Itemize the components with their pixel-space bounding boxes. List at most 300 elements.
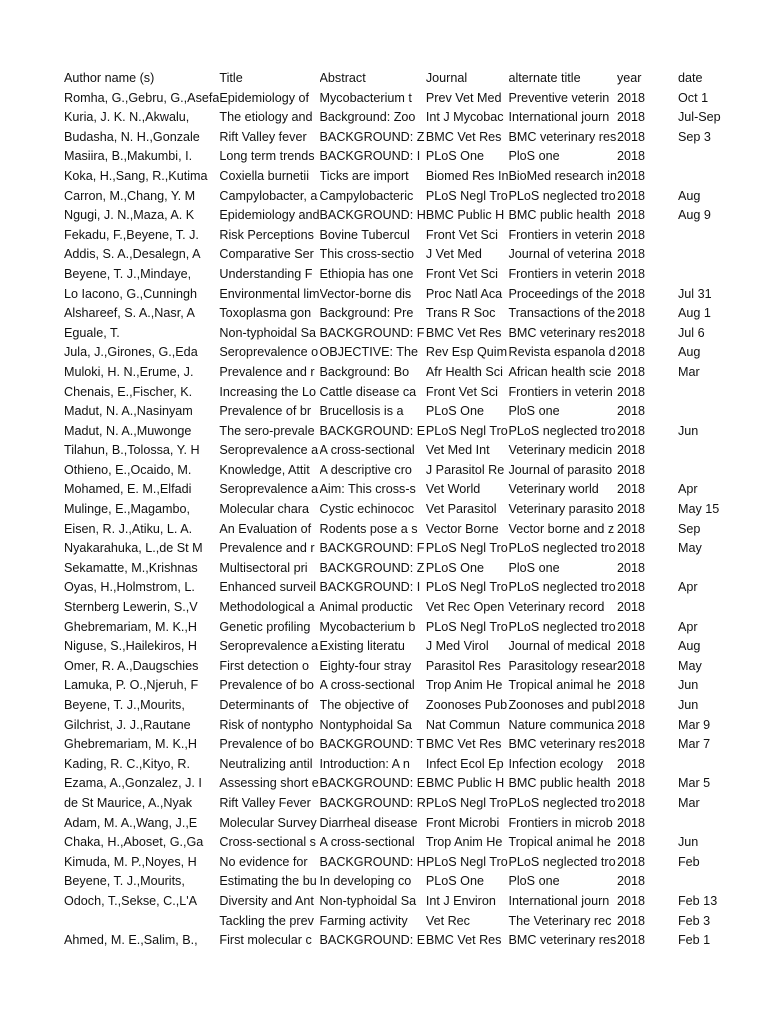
cell-author[interactable]: Romha, G.,Gebru, G.,Asefa [64,90,220,105]
cell-author[interactable]: Jula, J.,Girones, G.,Eda [64,345,198,360]
cell-author[interactable]: Niguse, S.,Hailekiros, H [64,639,197,654]
cell-title[interactable]: Seroprevalence a [219,443,319,458]
cell-author[interactable]: Masiira, B.,Makumbi, I. [64,149,193,164]
cell-alternate-title[interactable]: Veterinary world [508,482,599,497]
cell-author[interactable]: Ezama, A.,Gonzalez, J. I [64,776,202,791]
cell-date[interactable]: Jun [677,423,699,438]
cell-journal[interactable]: BMC Vet Res [425,129,502,144]
header-cell-date[interactable]: date [677,71,703,85]
cell-journal[interactable]: Zoonoses Pub [425,698,508,712]
cell-title[interactable]: Coxiella burnetii [219,168,309,183]
cell-date[interactable]: Mar 5 [677,776,711,791]
cell-title[interactable]: Understanding F [219,266,313,281]
cell-journal[interactable]: PLoS Negl Tro [425,541,508,556]
cell-author[interactable]: Lo Iacono, G.,Cunningh [64,286,198,301]
cell-author[interactable]: Lamuka, P. O.,Njeruh, F [64,678,199,693]
cell-abstract[interactable]: BACKGROUND: F [319,325,425,340]
cell-journal[interactable]: BMC Public H [425,208,505,223]
cell-date[interactable]: Sep [677,521,701,536]
cell-journal[interactable]: J Vet Med [425,247,482,262]
cell-author[interactable]: de St Maurice, A.,Nyak [64,795,193,810]
cell-journal[interactable]: BMC Vet Res [425,933,502,948]
cell-alternate-title[interactable]: The Veterinary rec [508,913,612,928]
cell-journal[interactable]: Trop Anim He [425,835,503,850]
cell-date[interactable]: Feb [677,854,700,869]
cell-date[interactable]: Jun [677,835,699,850]
cell-journal[interactable]: Vet Rec [425,913,470,928]
cell-alternate-title[interactable]: Infection ecology [508,756,603,771]
cell-title[interactable]: Methodological a [219,600,315,615]
cell-abstract[interactable]: Background: Bo [319,364,410,379]
cell-journal[interactable]: Front Vet Sci [425,384,498,399]
cell-title[interactable]: Determinants of [219,698,309,712]
cell-abstract[interactable]: Bovine Tubercul [319,227,410,242]
cell-title[interactable]: Epidemiology of [219,90,309,105]
cell-year[interactable]: 2018 [616,560,646,575]
cell-title[interactable]: Seroprevalence a [219,482,319,497]
cell-author[interactable]: Othieno, E.,Ocaido, M. [64,462,192,477]
cell-abstract[interactable]: This cross-sectio [319,247,414,262]
cell-year[interactable]: 2018 [616,795,646,810]
cell-year[interactable]: 2018 [616,208,646,223]
cell-journal[interactable]: PLoS One [425,149,484,164]
cell-author[interactable]: Eguale, T. [64,325,120,340]
cell-alternate-title[interactable]: Veterinary medicin [508,443,613,458]
cell-author[interactable]: Chaka, H.,Aboset, G.,Ga [64,835,204,850]
cell-title[interactable]: Molecular chara [219,502,309,517]
cell-alternate-title[interactable]: BMC veterinary res [508,129,617,144]
cell-year[interactable]: 2018 [616,384,646,399]
cell-author[interactable]: Sekamatte, M.,Krishnas [64,560,198,575]
cell-abstract[interactable]: The objective of [319,698,409,712]
cell-title[interactable]: Molecular Survey [219,815,317,830]
cell-abstract[interactable]: Cattle disease ca [319,384,417,399]
cell-year[interactable]: 2018 [616,149,646,164]
cell-title[interactable]: No evidence for [219,854,308,869]
cell-journal[interactable]: Rev Esp Quim [425,345,508,360]
cell-title[interactable]: Comparative Ser [219,247,314,262]
cell-alternate-title[interactable]: PloS one [508,874,560,889]
cell-author[interactable]: Odoch, T.,Sekse, C.,L'A [64,893,198,908]
cell-author[interactable]: Kuria, J. K. N.,Akwalu, [64,110,190,125]
cell-alternate-title[interactable]: Frontiers in veterin [508,266,613,281]
cell-title[interactable]: Tackling the prev [219,913,314,928]
cell-journal[interactable]: Biomed Res In [425,168,509,183]
cell-author[interactable] [64,912,219,932]
cell-abstract[interactable]: BACKGROUND: H [319,208,426,223]
cell-journal[interactable]: J Parasitol Re [425,462,505,477]
cell-alternate-title[interactable]: Journal of veterina [508,247,613,262]
cell-alternate-title[interactable]: PLoS neglected tro [508,541,616,556]
cell-journal[interactable]: Infect Ecol Ep [425,756,504,771]
cell-author[interactable]: Budasha, N. H.,Gonzale [64,129,200,144]
cell-year[interactable]: 2018 [616,893,646,908]
cell-year[interactable]: 2018 [616,345,646,360]
cell-abstract[interactable]: Ticks are import [319,168,409,183]
header-cell-author[interactable]: Author name (s) [64,71,155,85]
cell-author[interactable]: Beyene, T. J.,Mourits, [64,874,185,889]
cell-alternate-title[interactable]: Tropical animal he [508,835,611,850]
cell-date[interactable] [678,755,768,775]
cell-title[interactable]: Enhanced surveil [219,580,317,595]
cell-title[interactable]: Rift Valley Fever [219,795,311,810]
cell-abstract[interactable]: BACKGROUND: R [319,795,426,810]
cell-alternate-title[interactable]: PLoS neglected tro [508,795,616,810]
cell-title[interactable]: Prevalence of bo [219,678,314,693]
cell-abstract[interactable]: Eighty-four stray [319,658,412,673]
cell-author[interactable]: Nyakarahuka, L.,de St M [64,541,203,556]
cell-author[interactable]: Beyene, T. J.,Mindaye, [64,266,192,281]
cell-year[interactable]: 2018 [616,737,646,752]
cell-abstract[interactable]: A descriptive cro [319,462,412,477]
cell-alternate-title[interactable]: Parasitology resear [508,658,617,673]
cell-abstract[interactable]: BACKGROUND: Z [319,560,425,575]
cell-abstract[interactable]: BACKGROUND: E [319,933,426,948]
cell-abstract[interactable]: Campylobacteric [319,188,414,203]
cell-journal[interactable]: PLoS Negl Tro [425,188,508,203]
cell-abstract[interactable]: BACKGROUND: I [319,149,421,164]
cell-year[interactable]: 2018 [616,90,646,105]
cell-author[interactable]: Oyas, H.,Holmstrom, L. [64,580,195,595]
cell-year[interactable]: 2018 [616,462,646,477]
cell-date[interactable]: Aug 9 [677,208,711,223]
cell-abstract[interactable]: A cross-sectional [319,678,415,693]
cell-author[interactable]: Eisen, R. J.,Atiku, L. A. [64,521,193,536]
cell-date[interactable] [678,559,768,579]
cell-author[interactable]: Ghebremariam, M. K.,H [64,737,197,752]
cell-year[interactable]: 2018 [616,639,646,654]
cell-year[interactable]: 2018 [616,776,646,791]
cell-journal[interactable]: PLoS Negl Tro [425,854,508,869]
cell-journal[interactable]: PLoS Negl Tro [425,423,508,438]
cell-date[interactable] [678,265,768,285]
cell-year[interactable]: 2018 [616,188,646,203]
cell-year[interactable]: 2018 [616,698,646,712]
header-cell-alternate-title[interactable]: alternate title [508,71,581,85]
cell-abstract[interactable]: BACKGROUND: T [319,737,425,752]
cell-year[interactable]: 2018 [616,404,646,419]
cell-journal[interactable]: PLoS One [425,560,484,575]
cell-date[interactable]: Aug [677,188,701,203]
cell-title[interactable]: Prevalence of bo [219,737,314,752]
cell-journal[interactable]: Nat Commun [425,717,501,732]
cell-abstract[interactable]: A cross-sectional [319,443,415,458]
cell-alternate-title[interactable]: Zoonoses and publ [508,698,616,712]
cell-journal[interactable]: PLoS Negl Tro [425,580,508,595]
cell-alternate-title[interactable]: PLoS neglected tro [508,188,616,203]
cell-title[interactable]: Multisectoral pri [219,560,308,575]
cell-author[interactable]: Koka, H.,Sang, R.,Kutima [64,168,208,183]
cell-year[interactable]: 2018 [616,874,646,889]
cell-title[interactable]: Genetic profiling [219,619,311,634]
cell-abstract[interactable]: Mycobacterium b [319,619,416,634]
cell-journal[interactable]: Front Vet Sci [425,227,498,242]
cell-title[interactable]: Prevalence and r [219,364,315,379]
cell-title[interactable]: Risk of nontypho [219,717,314,732]
cell-journal[interactable]: Trans R Soc [425,306,496,321]
cell-year[interactable]: 2018 [616,325,646,340]
cell-author[interactable]: Kimuda, M. P.,Noyes, H [64,854,197,869]
cell-title[interactable]: First detection o [219,658,309,673]
cell-author[interactable]: Beyene, T. J.,Mourits, [64,698,185,712]
cell-date[interactable]: Feb 13 [677,893,718,908]
cell-date[interactable] [678,441,768,461]
cell-alternate-title[interactable]: BMC public health [508,776,611,791]
cell-abstract[interactable]: BACKGROUND: Z [319,129,425,144]
cell-abstract[interactable]: Mycobacterium t [319,90,412,105]
cell-title[interactable]: Knowledge, Attit [219,462,310,477]
cell-abstract[interactable]: BACKGROUND: E [319,423,426,438]
cell-title[interactable]: Neutralizing antil [219,756,313,771]
cell-date[interactable]: Aug 1 [677,306,711,321]
cell-alternate-title[interactable]: Frontiers in veterin [508,384,613,399]
cell-year[interactable]: 2018 [616,306,646,321]
cell-abstract[interactable]: Ethiopia has one [319,266,414,281]
cell-alternate-title[interactable]: International journ [508,893,610,908]
cell-journal[interactable]: PLoS One [425,874,484,889]
cell-abstract[interactable]: Diarrheal disease [319,815,418,830]
cell-date[interactable]: Mar 7 [677,737,711,752]
cell-date[interactable]: Jun [677,698,699,712]
cell-date[interactable]: Mar [677,795,700,810]
cell-date[interactable] [678,167,768,187]
cell-alternate-title[interactable]: PLoS neglected tro [508,854,616,869]
cell-alternate-title[interactable]: PloS one [508,149,560,164]
cell-journal[interactable]: Front Vet Sci [425,266,498,281]
cell-title[interactable]: Seroprevalence a [219,639,319,654]
cell-year[interactable]: 2018 [616,756,646,771]
cell-journal[interactable]: Vector Borne [425,521,499,536]
cell-author[interactable]: Carron, M.,Chang, Y. M [64,188,196,203]
cell-alternate-title[interactable]: Revista espanola d [508,345,616,360]
cell-author[interactable]: Omer, R. A.,Daugschies [64,658,199,673]
cell-journal[interactable]: Int J Environ [425,893,496,908]
cell-title[interactable]: The etiology and [219,110,313,125]
cell-author[interactable]: Ngugi, J. N.,Maza, A. K [64,208,195,223]
cell-abstract[interactable]: Brucellosis is a [319,404,404,419]
cell-title[interactable]: Increasing the Lo [219,384,317,399]
cell-title[interactable]: Environmental lim [219,286,320,301]
cell-title[interactable]: Estimating the bu [219,874,317,889]
cell-title[interactable]: Diversity and Ant [219,893,314,908]
cell-date[interactable]: May 15 [677,502,720,517]
cell-author[interactable]: Madut, N. A.,Muwonge [64,423,192,438]
cell-title[interactable]: Epidemiology and [219,208,320,223]
cell-author[interactable]: Gilchrist, J. J.,Rautane [64,717,191,732]
cell-alternate-title[interactable]: PloS one [508,560,560,575]
cell-date[interactable]: Jul 6 [677,325,705,340]
cell-date[interactable] [678,814,768,834]
cell-title[interactable]: First molecular c [219,933,312,948]
cell-author[interactable]: Ghebremariam, M. K.,H [64,619,197,634]
cell-alternate-title[interactable]: PloS one [508,404,560,419]
cell-year[interactable]: 2018 [616,247,646,262]
cell-year[interactable]: 2018 [616,423,646,438]
cell-author[interactable]: Tilahun, B.,Tolossa, Y. H [64,443,200,458]
cell-abstract[interactable]: Vector-borne dis [319,286,412,301]
cell-author[interactable]: Alshareef, S. A.,Nasr, A [64,306,195,321]
cell-alternate-title[interactable]: PLoS neglected tro [508,423,616,438]
cell-abstract[interactable]: Non-typhoidal Sa [319,893,417,908]
cell-alternate-title[interactable]: Journal of parasito [508,462,613,477]
cell-abstract[interactable]: Existing literatu [319,639,405,654]
cell-author[interactable]: Chenais, E.,Fischer, K. [64,384,193,399]
cell-abstract[interactable]: Nontyphoidal Sa [319,717,412,732]
cell-journal[interactable]: Vet Med Int [425,443,490,458]
cell-year[interactable]: 2018 [616,110,646,125]
cell-alternate-title[interactable]: Nature communica [508,717,615,732]
cell-alternate-title[interactable]: Transactions of the [508,306,616,321]
cell-journal[interactable]: PLoS Negl Tro [425,795,508,810]
cell-date[interactable] [678,402,768,422]
cell-date[interactable]: Apr [677,482,698,497]
cell-year[interactable]: 2018 [616,227,646,242]
cell-title[interactable]: Rift Valley fever [219,129,307,144]
cell-alternate-title[interactable]: Frontiers in microb [508,815,613,830]
cell-journal[interactable]: PLoS One [425,404,484,419]
cell-title[interactable]: Risk Perceptions [219,227,314,242]
cell-author[interactable]: Muloki, H. N.,Erume, J. [64,364,194,379]
cell-date[interactable]: Mar 9 [677,717,711,732]
cell-year[interactable]: 2018 [616,541,646,556]
cell-author[interactable]: Mohamed, E. M.,Elfadi [64,482,192,497]
cell-author[interactable]: Adam, M. A.,Wang, J.,E [64,815,198,830]
cell-journal[interactable]: Proc Natl Aca [425,286,503,301]
cell-date[interactable]: Oct 1 [677,90,709,105]
cell-alternate-title[interactable]: BioMed research in [508,168,617,183]
cell-date[interactable] [678,598,768,618]
cell-title[interactable]: The sero-prevale [219,423,315,438]
cell-date[interactable]: Sep 3 [677,129,711,144]
cell-year[interactable]: 2018 [616,443,646,458]
cell-alternate-title[interactable]: Veterinary parasito [508,502,614,517]
cell-date[interactable]: Feb 3 [677,913,711,928]
cell-author[interactable]: Fekadu, F.,Beyene, T. J. [64,227,199,242]
cell-abstract[interactable]: Animal productic [319,600,413,615]
header-cell-title[interactable]: Title [219,71,243,85]
cell-year[interactable]: 2018 [616,600,646,615]
cell-author[interactable]: Ahmed, M. E.,Salim, B., [64,933,198,948]
cell-title[interactable]: An Evaluation of [219,521,312,536]
cell-abstract[interactable]: Background: Pre [319,306,414,321]
cell-year[interactable]: 2018 [616,580,646,595]
cell-date[interactable]: Jul-Sep [677,110,721,125]
cell-journal[interactable]: Afr Health Sci [425,364,503,379]
cell-alternate-title[interactable]: Journal of medical [508,639,611,654]
cell-alternate-title[interactable]: Tropical animal he [508,678,611,693]
cell-title[interactable]: Assessing short e [219,776,319,791]
cell-date[interactable] [678,872,768,892]
header-cell-journal[interactable]: Journal [425,71,468,85]
cell-year[interactable]: 2018 [616,482,646,497]
cell-date[interactable]: May [677,541,702,556]
cell-author[interactable]: Kading, R. C.,Kityo, R. [64,756,190,771]
cell-journal[interactable]: Trop Anim He [425,678,503,693]
cell-year[interactable]: 2018 [616,286,646,301]
cell-year[interactable]: 2018 [616,815,646,830]
cell-date[interactable]: Apr [677,580,698,595]
cell-date[interactable]: Aug [677,345,701,360]
cell-abstract[interactable]: Rodents pose a s [319,521,418,536]
cell-year[interactable]: 2018 [616,658,646,673]
cell-date[interactable] [678,383,768,403]
cell-title[interactable]: Toxoplasma gon [219,306,312,321]
cell-journal[interactable]: PLoS Negl Tro [425,619,508,634]
cell-date[interactable]: Mar [677,364,700,379]
cell-title[interactable]: Long term trends [219,149,315,164]
cell-year[interactable]: 2018 [616,129,646,144]
cell-alternate-title[interactable]: BMC veterinary res [508,933,617,948]
cell-abstract[interactable]: OBJECTIVE: The [319,345,418,360]
cell-author[interactable]: Sternberg Lewerin, S.,V [64,600,198,615]
cell-year[interactable]: 2018 [616,678,646,693]
cell-year[interactable]: 2018 [616,835,646,850]
cell-date[interactable]: Feb 1 [677,933,711,948]
cell-author[interactable]: Addis, S. A.,Desalegn, A [64,247,201,262]
cell-date[interactable]: May [677,658,702,673]
cell-date[interactable]: Apr [677,619,698,634]
cell-abstract[interactable]: Introduction: A n [319,756,410,771]
cell-title[interactable]: Prevalence and r [219,541,315,556]
cell-journal[interactable]: Vet Parasitol [425,502,497,517]
cell-title[interactable]: Campylobacter, a [219,188,318,203]
cell-alternate-title[interactable]: BMC public health [508,208,611,223]
cell-abstract[interactable]: Background: Zoo [319,110,416,125]
cell-date[interactable]: Jun [677,678,699,693]
cell-alternate-title[interactable]: African health scie [508,364,612,379]
cell-year[interactable]: 2018 [616,854,646,869]
cell-journal[interactable]: Vet World [425,482,481,497]
cell-journal[interactable]: BMC Vet Res [425,737,502,752]
cell-alternate-title[interactable]: PLoS neglected tro [508,619,616,634]
cell-title[interactable]: Seroprevalence o [219,345,319,360]
cell-year[interactable]: 2018 [616,717,646,732]
cell-alternate-title[interactable]: PLoS neglected tro [508,580,616,595]
cell-date[interactable]: Jul 31 [677,286,712,301]
cell-year[interactable]: 2018 [616,521,646,536]
cell-date[interactable]: Aug [677,639,701,654]
cell-journal[interactable]: Parasitol Res [425,658,501,673]
cell-abstract[interactable]: BACKGROUND: F [319,541,425,556]
cell-year[interactable]: 2018 [616,502,646,517]
header-cell-year[interactable]: year [616,71,642,85]
cell-abstract[interactable]: Aim: This cross-s [319,482,416,497]
cell-year[interactable]: 2018 [616,619,646,634]
cell-abstract[interactable]: Cystic echinococ [319,502,415,517]
cell-author[interactable]: Mulinge, E.,Magambo, [64,502,190,517]
cell-year[interactable]: 2018 [616,913,646,928]
cell-date[interactable] [678,226,768,246]
cell-year[interactable]: 2018 [616,933,646,948]
cell-alternate-title[interactable]: Proceedings of the [508,286,614,301]
cell-abstract[interactable]: Farming activity [319,913,408,928]
cell-year[interactable]: 2018 [616,266,646,281]
cell-journal[interactable]: Vet Rec Open [425,600,505,615]
cell-abstract[interactable]: BACKGROUND: I [319,580,421,595]
cell-date[interactable] [678,245,768,265]
cell-alternate-title[interactable]: International journ [508,110,610,125]
cell-alternate-title[interactable]: Vector borne and z [508,521,615,536]
cell-alternate-title[interactable]: BMC veterinary res [508,325,617,340]
cell-date[interactable] [678,147,768,167]
cell-abstract[interactable]: In developing co [319,874,412,889]
cell-alternate-title[interactable]: BMC veterinary res [508,737,617,752]
cell-title[interactable]: Non-typhoidal Sa [219,325,317,340]
cell-journal[interactable]: J Med Virol [425,639,489,654]
cell-journal[interactable]: BMC Public H [425,776,505,791]
cell-author[interactable]: Madut, N. A.,Nasinyam [64,404,193,419]
cell-alternate-title[interactable]: Veterinary record [508,600,605,615]
